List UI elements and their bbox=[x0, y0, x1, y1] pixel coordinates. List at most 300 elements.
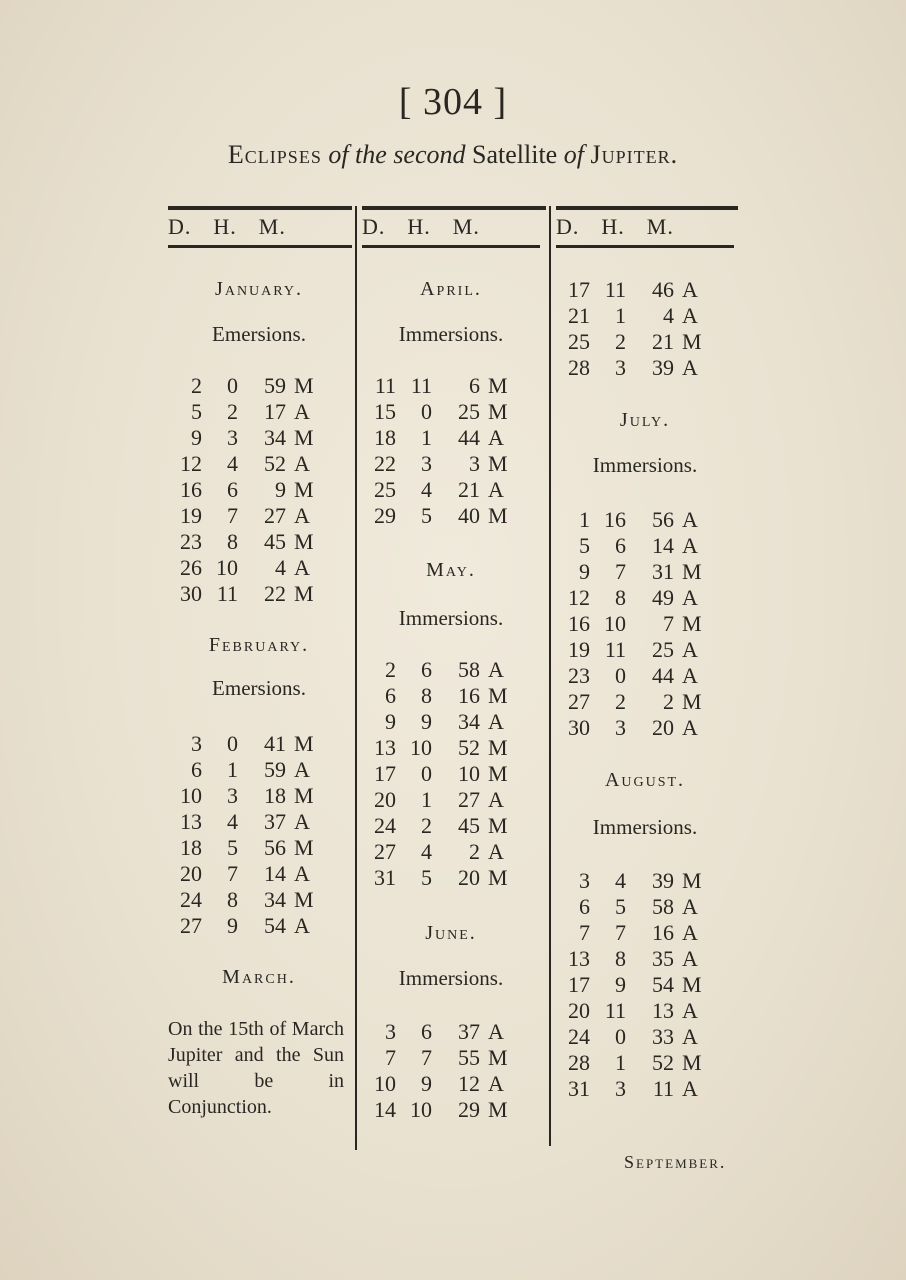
table-row bbox=[362, 1097, 540, 1123]
minute-cell: 27 bbox=[264, 503, 286, 528]
table-row bbox=[556, 1076, 734, 1102]
table-row bbox=[362, 657, 540, 683]
table-row bbox=[556, 585, 734, 611]
day-cell: 5 bbox=[579, 533, 590, 558]
hour-cell: 9 bbox=[421, 709, 432, 734]
day-cell: 27 bbox=[180, 913, 202, 938]
am-pm-cell: M bbox=[294, 731, 314, 756]
day-cell: 9 bbox=[579, 559, 590, 584]
table-row bbox=[556, 559, 734, 585]
am-pm-cell: M bbox=[682, 689, 702, 714]
table-row bbox=[362, 709, 540, 735]
hour-cell: 1 bbox=[421, 425, 432, 450]
table-row bbox=[556, 507, 734, 533]
am-pm-cell: M bbox=[294, 425, 314, 450]
header-h: H. bbox=[601, 214, 625, 239]
am-pm-cell: M bbox=[294, 373, 314, 398]
day-cell: 20 bbox=[180, 861, 202, 886]
eclipse-type-label: Immersions. bbox=[398, 322, 504, 346]
table-row bbox=[362, 1071, 540, 1097]
month-heading: June. bbox=[425, 922, 477, 944]
am-pm-cell: A bbox=[488, 477, 504, 502]
eclipse-type-label: Emersions. bbox=[212, 322, 306, 346]
table-row bbox=[556, 663, 734, 689]
am-pm-cell: M bbox=[488, 503, 508, 528]
hour-cell: 6 bbox=[421, 657, 432, 682]
day-cell: 18 bbox=[374, 425, 396, 450]
table-row bbox=[168, 887, 350, 913]
day-cell: 20 bbox=[374, 787, 396, 812]
header-m: M. bbox=[646, 214, 674, 239]
hour-cell: 0 bbox=[421, 761, 432, 786]
hour-cell: 1 bbox=[421, 787, 432, 812]
am-pm-cell: A bbox=[294, 451, 310, 476]
day-cell: 3 bbox=[191, 731, 202, 756]
minute-cell: 21 bbox=[458, 477, 480, 502]
am-pm-cell: M bbox=[682, 329, 702, 354]
am-pm-cell: A bbox=[294, 555, 310, 580]
header-d: D. bbox=[168, 214, 192, 239]
day-cell: 13 bbox=[180, 809, 202, 834]
title-part-4: of bbox=[563, 140, 584, 169]
month-heading: May. bbox=[426, 559, 476, 581]
am-pm-cell: M bbox=[488, 683, 508, 708]
table-row bbox=[362, 839, 540, 865]
table-row bbox=[362, 373, 540, 399]
hour-cell: 0 bbox=[615, 1024, 626, 1049]
header-d: D. bbox=[556, 214, 580, 239]
table-row bbox=[168, 809, 350, 835]
minute-cell: 44 bbox=[458, 425, 480, 450]
eclipse-type-label: Immersions. bbox=[398, 606, 504, 630]
minute-cell: 13 bbox=[652, 998, 674, 1023]
table-row bbox=[556, 868, 734, 894]
hour-cell: 0 bbox=[421, 399, 432, 424]
am-pm-cell: A bbox=[488, 709, 504, 734]
minute-cell: 35 bbox=[652, 946, 674, 971]
day-cell: 14 bbox=[374, 1097, 396, 1122]
hour-cell: 2 bbox=[615, 689, 626, 714]
table-row bbox=[168, 555, 350, 581]
am-pm-cell: M bbox=[294, 835, 314, 860]
minute-cell: 41 bbox=[264, 731, 286, 756]
minute-cell: 59 bbox=[264, 373, 286, 398]
table-row bbox=[168, 581, 350, 607]
hour-cell: 7 bbox=[227, 503, 238, 528]
hour-cell: 8 bbox=[227, 529, 238, 554]
hour-cell: 10 bbox=[410, 735, 432, 760]
eclipse-type-label: Immersions. bbox=[592, 815, 698, 839]
eclipse-type-label: Immersions. bbox=[398, 966, 504, 990]
hour-cell: 16 bbox=[604, 507, 626, 532]
minute-cell: 29 bbox=[458, 1097, 480, 1122]
table-row bbox=[168, 529, 350, 555]
minute-cell: 22 bbox=[264, 581, 286, 606]
am-pm-cell: A bbox=[294, 399, 310, 424]
table-row bbox=[556, 277, 734, 303]
am-pm-cell: M bbox=[682, 1050, 702, 1075]
minute-cell: 25 bbox=[458, 399, 480, 424]
minute-cell: 45 bbox=[264, 529, 286, 554]
day-cell: 24 bbox=[374, 813, 396, 838]
hour-cell: 3 bbox=[615, 355, 626, 380]
am-pm-cell: M bbox=[294, 581, 314, 606]
table-row bbox=[556, 611, 734, 637]
hour-cell: 3 bbox=[615, 1076, 626, 1101]
minute-cell: 16 bbox=[458, 683, 480, 708]
title-part-2: of the second bbox=[328, 140, 466, 169]
top-rule-3 bbox=[556, 206, 738, 210]
hour-cell: 6 bbox=[615, 533, 626, 558]
am-pm-cell: A bbox=[488, 839, 504, 864]
minute-cell: 37 bbox=[264, 809, 286, 834]
minute-cell: 52 bbox=[458, 735, 480, 760]
table-row bbox=[168, 861, 350, 887]
minute-cell: 37 bbox=[458, 1019, 480, 1044]
day-cell: 7 bbox=[579, 920, 590, 945]
table-row bbox=[168, 451, 350, 477]
hour-cell: 3 bbox=[421, 451, 432, 476]
header-h: H. bbox=[213, 214, 237, 239]
am-pm-cell: M bbox=[488, 865, 508, 890]
hour-cell: 11 bbox=[604, 637, 626, 662]
am-pm-cell: M bbox=[294, 529, 314, 554]
minute-cell: 55 bbox=[458, 1045, 480, 1070]
table-row bbox=[556, 329, 734, 355]
table-row bbox=[556, 1024, 734, 1050]
day-cell: 29 bbox=[374, 503, 396, 528]
hour-cell: 1 bbox=[227, 757, 238, 782]
page-title bbox=[0, 140, 906, 170]
table-row bbox=[556, 715, 734, 741]
hour-cell: 4 bbox=[615, 868, 626, 893]
day-cell: 3 bbox=[385, 1019, 396, 1044]
minute-cell: 31 bbox=[652, 559, 674, 584]
hour-cell: 4 bbox=[227, 809, 238, 834]
am-pm-cell: M bbox=[488, 735, 508, 760]
day-cell: 6 bbox=[579, 894, 590, 919]
day-cell: 28 bbox=[568, 355, 590, 380]
hour-cell: 7 bbox=[615, 559, 626, 584]
hour-cell: 8 bbox=[227, 887, 238, 912]
day-cell: 11 bbox=[374, 373, 396, 398]
day-cell: 30 bbox=[568, 715, 590, 740]
day-cell: 17 bbox=[374, 761, 396, 786]
month-heading: March. bbox=[222, 966, 296, 988]
day-cell: 12 bbox=[568, 585, 590, 610]
minute-cell: 56 bbox=[652, 507, 674, 532]
am-pm-cell: M bbox=[682, 972, 702, 997]
column-header-1 bbox=[168, 214, 308, 240]
table-row bbox=[362, 813, 540, 839]
hour-cell: 5 bbox=[421, 503, 432, 528]
hour-cell: 9 bbox=[615, 972, 626, 997]
day-cell: 27 bbox=[374, 839, 396, 864]
am-pm-cell: M bbox=[682, 611, 702, 636]
day-cell: 10 bbox=[374, 1071, 396, 1096]
column-divider-2 bbox=[549, 206, 551, 1146]
am-pm-cell: M bbox=[488, 1045, 508, 1070]
hour-cell: 11 bbox=[216, 581, 238, 606]
eclipse-type-label: Emersions. bbox=[212, 676, 306, 700]
hour-cell: 8 bbox=[615, 585, 626, 610]
day-cell: 7 bbox=[385, 1045, 396, 1070]
day-cell: 23 bbox=[568, 663, 590, 688]
header-rule-1 bbox=[168, 245, 352, 248]
am-pm-cell: M bbox=[488, 1097, 508, 1122]
am-pm-cell: A bbox=[682, 303, 698, 328]
minute-cell: 9 bbox=[275, 477, 286, 502]
month-heading: January. bbox=[215, 278, 303, 300]
day-cell: 24 bbox=[180, 887, 202, 912]
day-cell: 31 bbox=[374, 865, 396, 890]
hour-cell: 5 bbox=[227, 835, 238, 860]
day-cell: 2 bbox=[191, 373, 202, 398]
minute-cell: 52 bbox=[652, 1050, 674, 1075]
table-row bbox=[362, 865, 540, 891]
day-cell: 23 bbox=[180, 529, 202, 554]
table-row bbox=[362, 399, 540, 425]
minute-cell: 11 bbox=[652, 1076, 674, 1101]
am-pm-cell: M bbox=[488, 761, 508, 786]
hour-cell: 7 bbox=[227, 861, 238, 886]
am-pm-cell: A bbox=[682, 1076, 698, 1101]
day-cell: 17 bbox=[568, 972, 590, 997]
am-pm-cell: A bbox=[294, 809, 310, 834]
title-part-5: Jupiter. bbox=[590, 140, 679, 169]
day-cell: 22 bbox=[374, 451, 396, 476]
table-row bbox=[168, 783, 350, 809]
minute-cell: 20 bbox=[458, 865, 480, 890]
minute-cell: 7 bbox=[663, 611, 674, 636]
minute-cell: 39 bbox=[652, 868, 674, 893]
table-row bbox=[362, 1019, 540, 1045]
minute-cell: 14 bbox=[652, 533, 674, 558]
minute-cell: 17 bbox=[264, 399, 286, 424]
hour-cell: 2 bbox=[615, 329, 626, 354]
table-row bbox=[556, 355, 734, 381]
table-row bbox=[556, 533, 734, 559]
minute-cell: 6 bbox=[469, 373, 480, 398]
hour-cell: 10 bbox=[604, 611, 626, 636]
hour-cell: 9 bbox=[421, 1071, 432, 1096]
table-row bbox=[168, 731, 350, 757]
month-heading: August. bbox=[604, 769, 686, 791]
day-cell: 19 bbox=[180, 503, 202, 528]
hour-cell: 1 bbox=[615, 303, 626, 328]
am-pm-cell: M bbox=[294, 783, 314, 808]
table-row bbox=[168, 757, 350, 783]
table-row bbox=[556, 946, 734, 972]
header-d: D. bbox=[362, 214, 386, 239]
day-cell: 19 bbox=[568, 637, 590, 662]
table-row bbox=[168, 913, 350, 939]
minute-cell: 54 bbox=[652, 972, 674, 997]
day-cell: 2 bbox=[385, 657, 396, 682]
am-pm-cell: A bbox=[682, 355, 698, 380]
hour-cell: 6 bbox=[421, 1019, 432, 1044]
eclipse-type-label: Immersions. bbox=[592, 453, 698, 477]
day-cell: 1 bbox=[579, 507, 590, 532]
table-row bbox=[556, 637, 734, 663]
am-pm-cell: M bbox=[488, 373, 508, 398]
top-rule-2 bbox=[362, 206, 546, 210]
day-cell: 9 bbox=[385, 709, 396, 734]
day-cell: 17 bbox=[568, 277, 590, 302]
am-pm-cell: A bbox=[682, 507, 698, 532]
hour-cell: 0 bbox=[227, 731, 238, 756]
table-row bbox=[362, 683, 540, 709]
hour-cell: 5 bbox=[615, 894, 626, 919]
day-cell: 16 bbox=[180, 477, 202, 502]
minute-cell: 56 bbox=[264, 835, 286, 860]
hour-cell: 6 bbox=[227, 477, 238, 502]
table-row bbox=[362, 451, 540, 477]
table-row bbox=[168, 503, 350, 529]
am-pm-cell: A bbox=[682, 946, 698, 971]
hour-cell: 7 bbox=[421, 1045, 432, 1070]
am-pm-cell: A bbox=[682, 920, 698, 945]
am-pm-cell: A bbox=[294, 503, 310, 528]
minute-cell: 34 bbox=[458, 709, 480, 734]
minute-cell: 2 bbox=[469, 839, 480, 864]
table-row bbox=[362, 761, 540, 787]
am-pm-cell: A bbox=[682, 533, 698, 558]
table-row bbox=[362, 735, 540, 761]
hour-cell: 3 bbox=[227, 425, 238, 450]
table-row bbox=[556, 689, 734, 715]
day-cell: 31 bbox=[568, 1076, 590, 1101]
day-cell: 24 bbox=[568, 1024, 590, 1049]
minute-cell: 34 bbox=[264, 425, 286, 450]
minute-cell: 12 bbox=[458, 1071, 480, 1096]
am-pm-cell: M bbox=[682, 868, 702, 893]
table-row bbox=[168, 399, 350, 425]
table-row bbox=[168, 477, 350, 503]
hour-cell: 10 bbox=[216, 555, 238, 580]
minute-cell: 52 bbox=[264, 451, 286, 476]
hour-cell: 11 bbox=[604, 998, 626, 1023]
hour-cell: 11 bbox=[604, 277, 626, 302]
minute-cell: 54 bbox=[264, 913, 286, 938]
day-cell: 30 bbox=[180, 581, 202, 606]
header-h: H. bbox=[407, 214, 431, 239]
am-pm-cell: A bbox=[682, 277, 698, 302]
minute-cell: 40 bbox=[458, 503, 480, 528]
am-pm-cell: A bbox=[682, 663, 698, 688]
table-row bbox=[168, 425, 350, 451]
minute-cell: 45 bbox=[458, 813, 480, 838]
hour-cell: 9 bbox=[227, 913, 238, 938]
table-row bbox=[362, 787, 540, 813]
hour-cell: 4 bbox=[227, 451, 238, 476]
table-row bbox=[362, 503, 540, 529]
am-pm-cell: M bbox=[294, 887, 314, 912]
hour-cell: 3 bbox=[615, 715, 626, 740]
hour-cell: 8 bbox=[421, 683, 432, 708]
hour-cell: 8 bbox=[615, 946, 626, 971]
minute-cell: 46 bbox=[652, 277, 674, 302]
minute-cell: 59 bbox=[264, 757, 286, 782]
header-m: M. bbox=[258, 214, 286, 239]
day-cell: 20 bbox=[568, 998, 590, 1023]
minute-cell: 18 bbox=[264, 783, 286, 808]
table-row bbox=[556, 998, 734, 1024]
day-cell: 15 bbox=[374, 399, 396, 424]
conjunction-note: On the 15th of March Jupiter and the Sun will be in Conjunction. bbox=[168, 1018, 344, 1118]
am-pm-cell: M bbox=[488, 399, 508, 424]
am-pm-cell: A bbox=[682, 998, 698, 1023]
minute-cell: 3 bbox=[469, 451, 480, 476]
am-pm-cell: A bbox=[488, 1019, 504, 1044]
minute-cell: 33 bbox=[652, 1024, 674, 1049]
hour-cell: 5 bbox=[421, 865, 432, 890]
day-cell: 26 bbox=[180, 555, 202, 580]
am-pm-cell: M bbox=[294, 477, 314, 502]
table-row bbox=[556, 1050, 734, 1076]
am-pm-cell: M bbox=[488, 813, 508, 838]
minute-cell: 44 bbox=[652, 663, 674, 688]
day-cell: 16 bbox=[568, 611, 590, 636]
hour-cell: 4 bbox=[421, 839, 432, 864]
hour-cell: 0 bbox=[227, 373, 238, 398]
minute-cell: 25 bbox=[652, 637, 674, 662]
day-cell: 6 bbox=[385, 683, 396, 708]
table-row bbox=[362, 425, 540, 451]
hour-cell: 11 bbox=[410, 373, 432, 398]
am-pm-cell: A bbox=[682, 715, 698, 740]
am-pm-cell: A bbox=[488, 1071, 504, 1096]
minute-cell: 20 bbox=[652, 715, 674, 740]
day-cell: 25 bbox=[374, 477, 396, 502]
minute-cell: 27 bbox=[458, 787, 480, 812]
minute-cell: 16 bbox=[652, 920, 674, 945]
am-pm-cell: A bbox=[488, 425, 504, 450]
minute-cell: 58 bbox=[652, 894, 674, 919]
am-pm-cell: A bbox=[294, 913, 310, 938]
table-row bbox=[556, 920, 734, 946]
hour-cell: 2 bbox=[227, 399, 238, 424]
title-part-3: Satellite bbox=[472, 140, 558, 169]
month-heading: July. bbox=[619, 409, 671, 431]
day-cell: 3 bbox=[579, 868, 590, 893]
am-pm-cell: A bbox=[488, 787, 504, 812]
table-row bbox=[168, 373, 350, 399]
day-cell: 28 bbox=[568, 1050, 590, 1075]
hour-cell: 2 bbox=[421, 813, 432, 838]
day-cell: 6 bbox=[191, 757, 202, 782]
table-row bbox=[362, 1045, 540, 1071]
minute-cell: 49 bbox=[652, 585, 674, 610]
day-cell: 13 bbox=[568, 946, 590, 971]
hour-cell: 1 bbox=[615, 1050, 626, 1075]
minute-cell: 2 bbox=[663, 689, 674, 714]
catchword: September. bbox=[624, 1152, 727, 1172]
header-m: M. bbox=[452, 214, 480, 239]
am-pm-cell: A bbox=[294, 757, 310, 782]
am-pm-cell: A bbox=[682, 894, 698, 919]
table-row bbox=[556, 972, 734, 998]
day-cell: 12 bbox=[180, 451, 202, 476]
am-pm-cell: A bbox=[682, 1024, 698, 1049]
minute-cell: 4 bbox=[663, 303, 674, 328]
table-row bbox=[556, 303, 734, 329]
am-pm-cell: A bbox=[682, 637, 698, 662]
column-header-3 bbox=[556, 214, 696, 240]
hour-cell: 7 bbox=[615, 920, 626, 945]
month-heading: February. bbox=[208, 634, 310, 656]
day-cell: 10 bbox=[180, 783, 202, 808]
